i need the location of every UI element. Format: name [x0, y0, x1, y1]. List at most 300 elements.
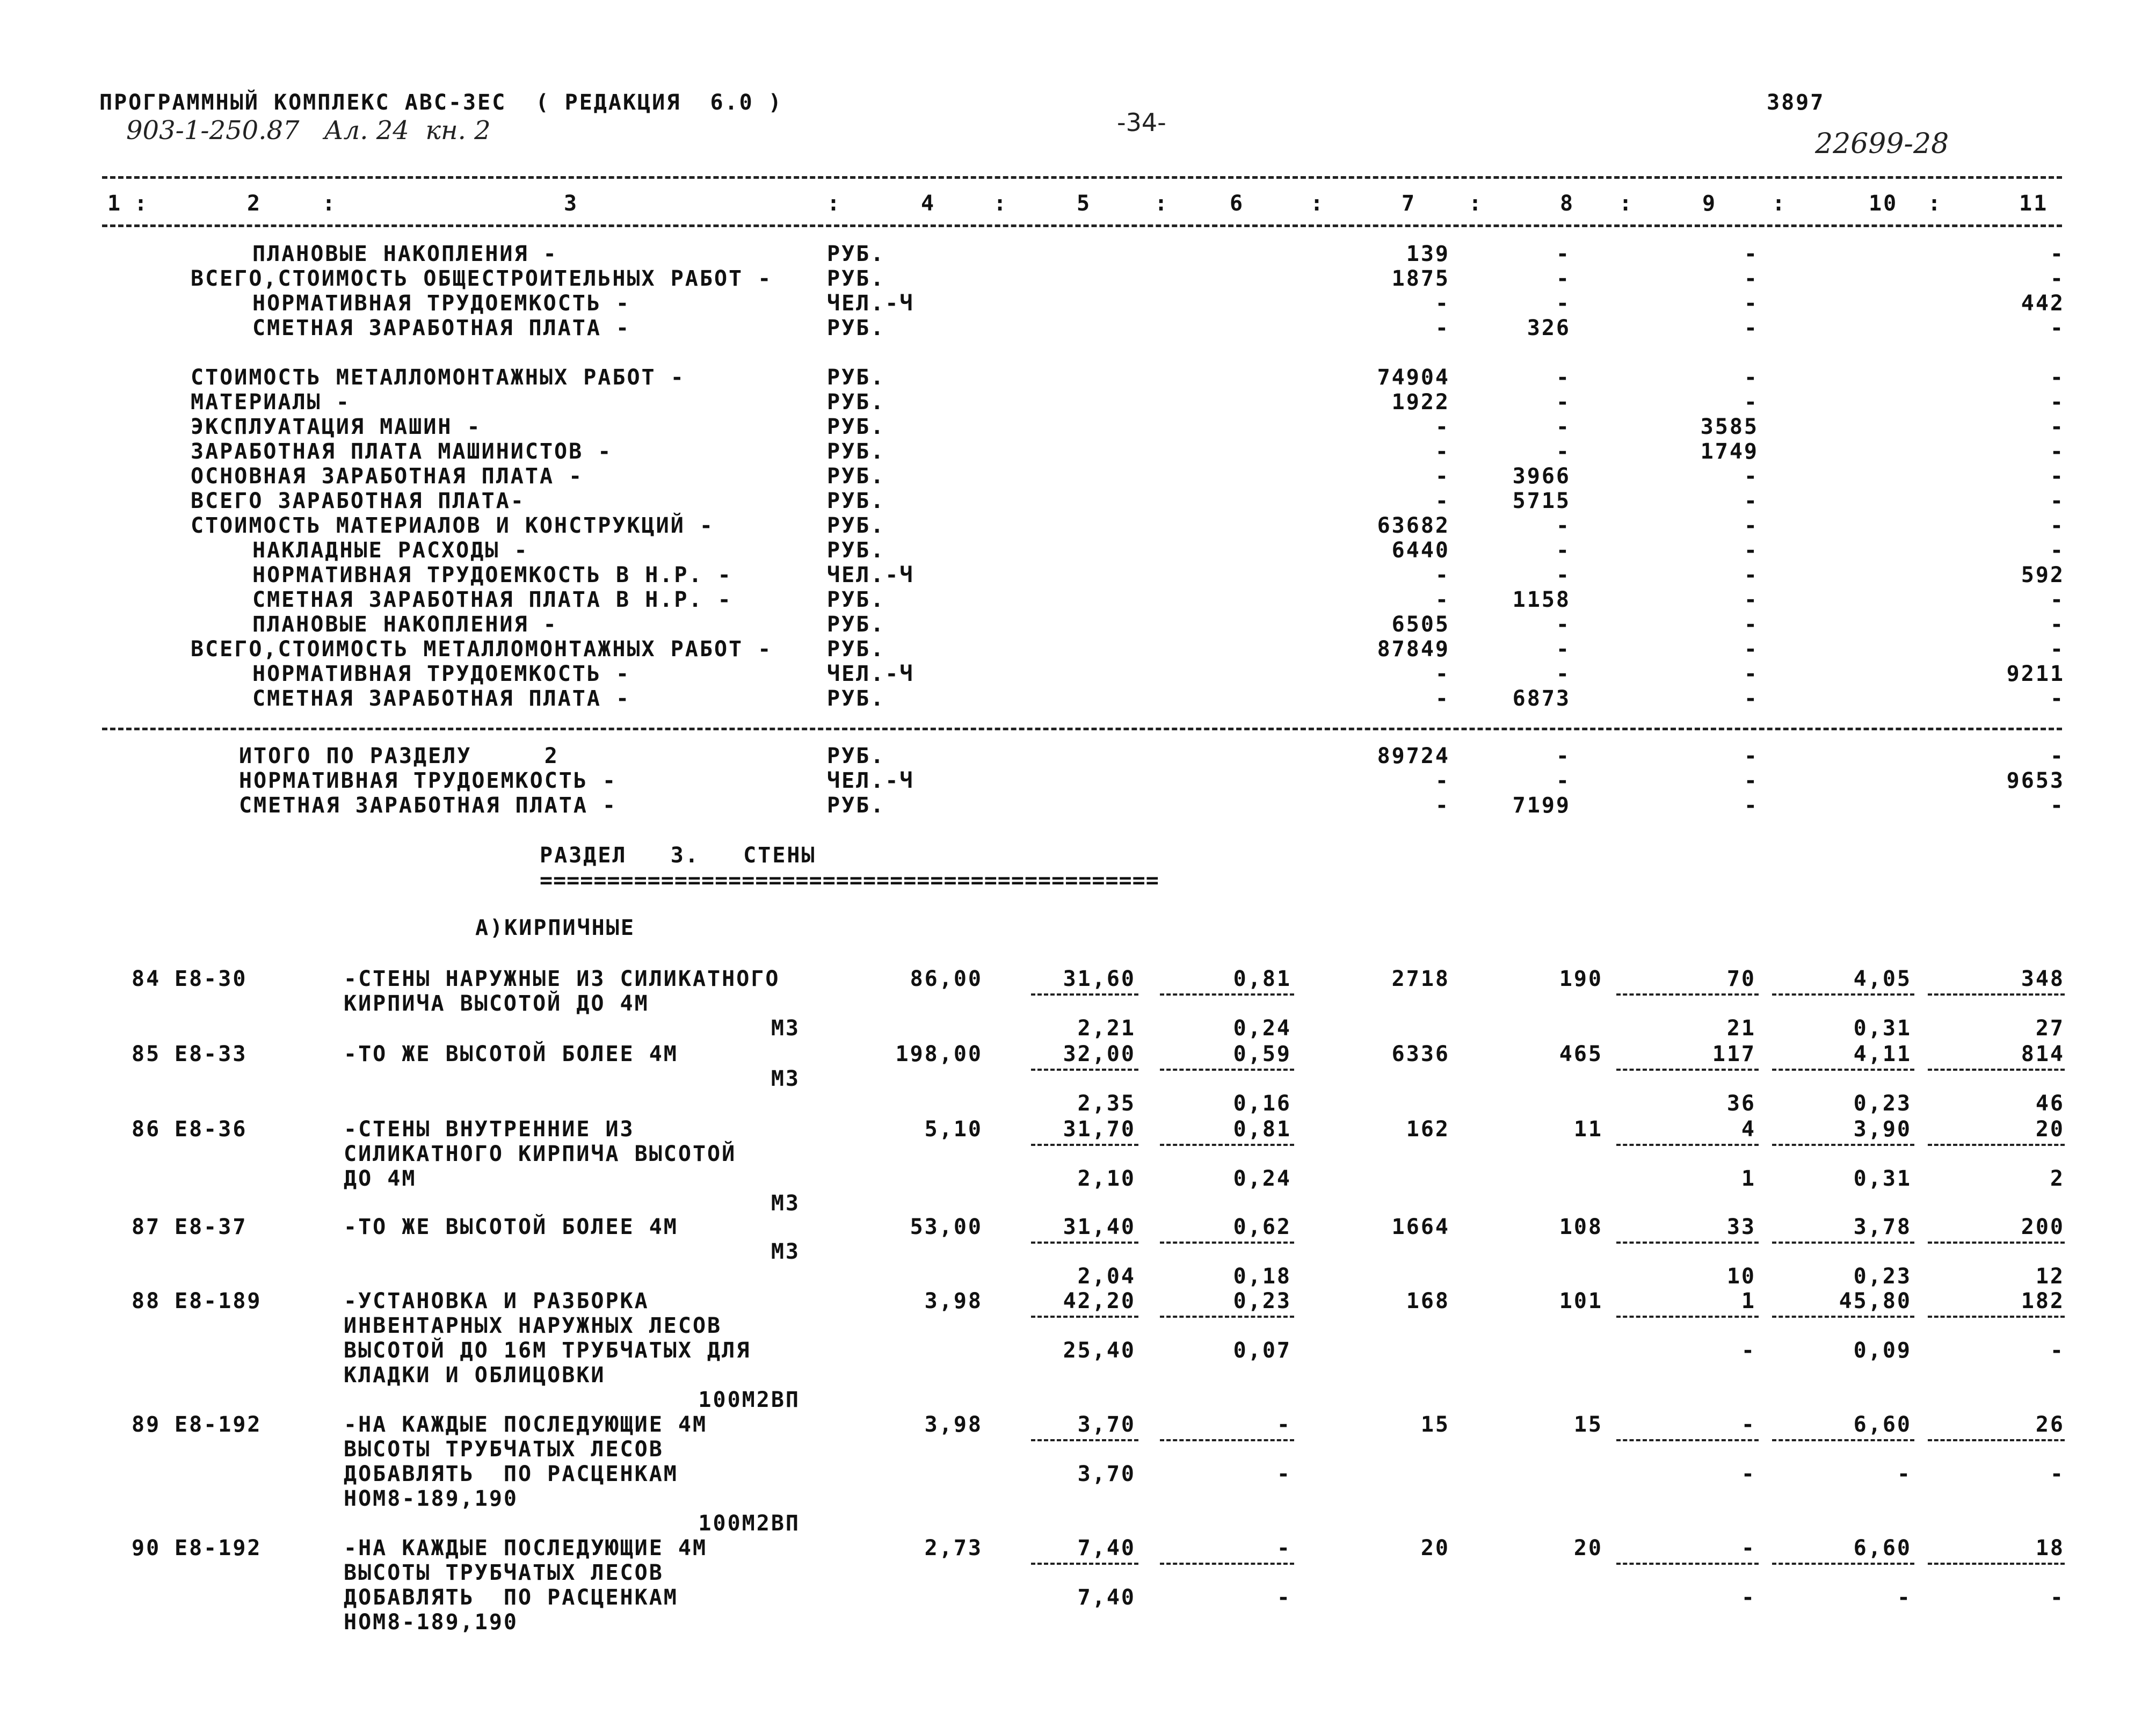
item-c10: 4,11 — [1853, 1042, 1912, 1066]
item-unit: 100М2ВП — [698, 1511, 800, 1536]
item-c9: - — [1741, 1536, 1756, 1560]
item-c4: 5,10 — [924, 1117, 983, 1142]
item-c9b: 36 — [1726, 1091, 1756, 1116]
item-c4: 3,98 — [924, 1412, 983, 1437]
item-c9: 117 — [1712, 1042, 1756, 1066]
item-c8: 190 — [1559, 967, 1603, 991]
total-row-unit: РУБ. — [827, 793, 885, 818]
item-c5: 7,40 — [1077, 1536, 1136, 1560]
item-description-line: ВЫСОТЫ ТРУБЧАТЫХ ЛЕСОВ — [344, 1437, 664, 1462]
summary-row-c9: - — [1744, 563, 1759, 587]
item-c4: 2,73 — [924, 1536, 983, 1560]
summary-row-c8: - — [1556, 365, 1571, 390]
item-c5: 31,60 — [1063, 967, 1136, 991]
subtotal-dash — [1160, 1563, 1294, 1565]
item-c10b: - — [1897, 1462, 1912, 1486]
subtotal-dash — [1616, 1069, 1759, 1071]
item-code: Е8-192 — [175, 1412, 262, 1437]
summary-row-c9: - — [1744, 365, 1759, 390]
item-c4: 53,00 — [910, 1215, 983, 1239]
item-description-line: ИНВЕНТАРНЫХ НАРУЖНЫХ ЛЕСОВ — [344, 1313, 722, 1338]
item-c7: 1664 — [1391, 1215, 1450, 1239]
summary-row-c8: 1158 — [1512, 587, 1571, 612]
item-c9b: - — [1741, 1338, 1756, 1363]
summary-row-c7: - — [1435, 662, 1450, 686]
column-header-9: 9 — [1702, 191, 1717, 216]
summary-row-c8: - — [1556, 662, 1571, 686]
subtotal-dash — [1928, 1439, 2065, 1441]
column-separator: : — [1928, 191, 1943, 216]
item-c10b: - — [1897, 1585, 1912, 1610]
item-c10b: 0,23 — [1853, 1264, 1912, 1289]
summary-row-unit: РУБ. — [827, 464, 885, 489]
column-header-3: 3 — [564, 191, 579, 216]
summary-row-c8: - — [1556, 291, 1571, 316]
item-number: 88 — [132, 1289, 161, 1313]
item-c11b: - — [2050, 1338, 2065, 1363]
item-c7: 2718 — [1391, 967, 1450, 991]
subtotal-dash — [1772, 1563, 1914, 1565]
program-title: ПРОГРАММНЫЙ КОМПЛЕКС АВС-3ЕС ( РЕДАКЦИЯ 6.0 ) — [99, 90, 783, 115]
item-code: Е8-33 — [175, 1042, 248, 1066]
summary-row-c9: - — [1744, 686, 1759, 711]
item-c9: - — [1741, 1412, 1756, 1437]
subtotal-dash — [1928, 993, 2065, 996]
summary-row-c11: - — [2050, 538, 2065, 563]
summary-row-c11: 9211 — [2006, 662, 2065, 686]
column-header-8: 8 — [1560, 191, 1575, 216]
item-c5: 3,70 — [1077, 1412, 1136, 1437]
summary-row-label: ЗАРАБОТНАЯ ПЛАТА МАШИНИСТОВ - — [191, 439, 613, 464]
item-description-line: ДОБАВЛЯТЬ ПО РАСЦЕНКАМ — [344, 1462, 678, 1486]
subtotal-dash — [1160, 1316, 1294, 1318]
doc-code: 3897 — [1767, 90, 1825, 115]
summary-row-c7: - — [1435, 439, 1450, 464]
item-c4: 198,00 — [895, 1042, 983, 1066]
subtotal-dash — [1772, 993, 1914, 996]
summary-row-c7: 6505 — [1391, 612, 1450, 637]
summary-row-unit: РУБ. — [827, 587, 885, 612]
item-description-line: ДО 4М — [344, 1166, 417, 1191]
summary-row-unit: РУБ. — [827, 637, 885, 662]
summary-row-c8: - — [1556, 563, 1571, 587]
summary-row-c7: 1922 — [1391, 390, 1450, 415]
summary-row-c9: - — [1744, 291, 1759, 316]
summary-row-label: СТОИМОСТЬ МЕТАЛЛОМОНТАЖНЫХ РАБОТ - — [191, 365, 685, 390]
summary-row-c7: 1875 — [1391, 266, 1450, 291]
subtotal-dash — [1928, 1242, 2065, 1244]
summary-row-c9: 1749 — [1700, 439, 1759, 464]
subtotal-dash — [1160, 993, 1294, 996]
summary-row-label: СМЕТНАЯ ЗАРАБОТНАЯ ПЛАТА В Н.Р. - — [252, 587, 732, 612]
summary-row-c11: - — [2050, 513, 2065, 538]
item-c11: 814 — [2021, 1042, 2065, 1066]
item-c7: 162 — [1406, 1117, 1450, 1142]
item-description-line: -ТО ЖЕ ВЫСОТОЙ БОЛЕЕ 4М — [344, 1042, 678, 1066]
summary-row-c7: 63682 — [1377, 513, 1450, 538]
item-c5b: 2,04 — [1077, 1264, 1136, 1289]
summary-row-c8: 6873 — [1512, 686, 1571, 711]
summary-row-c11: - — [2050, 316, 2065, 340]
summary-row-c9: - — [1744, 242, 1759, 266]
item-c9: 4 — [1741, 1117, 1756, 1142]
summary-row-c8: 326 — [1527, 316, 1571, 340]
subtotal-dash — [1616, 1144, 1759, 1146]
column-header-2: 2 — [247, 191, 262, 216]
item-unit: М3 — [771, 1066, 800, 1091]
item-c6: 0,62 — [1233, 1215, 1291, 1239]
summary-row-label: СМЕТНАЯ ЗАРАБОТНАЯ ПЛАТА - — [252, 686, 631, 711]
total-row-c7: - — [1435, 793, 1450, 818]
item-c11b: 12 — [2035, 1264, 2065, 1289]
column-separator: : — [1155, 191, 1170, 216]
summary-row-c11: - — [2050, 415, 2065, 439]
column-header-10: 10 — [1869, 191, 1898, 216]
item-c6b: 0,18 — [1233, 1264, 1291, 1289]
summary-row-c11: - — [2050, 587, 2065, 612]
subtotal-dash — [1928, 1316, 2065, 1318]
summary-row-unit: РУБ. — [827, 365, 885, 390]
summary-row-c7: 87849 — [1377, 637, 1450, 662]
summary-row-c7: - — [1435, 464, 1450, 489]
item-description-line: -НА КАЖДЫЕ ПОСЛЕДУЮЩИЕ 4М — [344, 1536, 708, 1560]
item-c11: 200 — [2021, 1215, 2065, 1239]
summary-row-label: НОРМАТИВНАЯ ТРУДОЕМКОСТЬ - — [252, 662, 631, 686]
rule-top — [102, 176, 2062, 179]
item-c10: 6,60 — [1853, 1412, 1912, 1437]
item-c8: 20 — [1573, 1536, 1603, 1560]
summary-row-label: НОРМАТИВНАЯ ТРУДОЕМКОСТЬ - — [252, 291, 631, 316]
section-subtitle: А)КИРПИЧНЫЕ — [475, 916, 635, 940]
summary-row-c7: - — [1435, 587, 1450, 612]
column-separator: : — [1619, 191, 1634, 216]
subtotal-dash — [1616, 1563, 1759, 1565]
item-c7: 20 — [1420, 1536, 1450, 1560]
column-header-4: 4 — [921, 191, 936, 216]
summary-row-unit: РУБ. — [827, 242, 885, 266]
item-unit: 100М2ВП — [698, 1388, 800, 1412]
handwritten-doc-ref: 903-1-250.87 Ал. 24 кн. 2 — [126, 115, 491, 146]
summary-row-c11: - — [2050, 242, 2065, 266]
summary-row-c9: - — [1744, 538, 1759, 563]
item-c7: 168 — [1406, 1289, 1450, 1313]
item-description-line: -ТО ЖЕ ВЫСОТОЙ БОЛЕЕ 4М — [344, 1215, 678, 1239]
item-c9b: 21 — [1726, 1016, 1756, 1041]
summary-row-c11: - — [2050, 439, 2065, 464]
item-unit: М3 — [771, 1239, 800, 1264]
item-c9: 70 — [1726, 967, 1756, 991]
item-description-line: КИРПИЧА ВЫСОТОЙ ДО 4М — [344, 991, 649, 1016]
item-description-line: ВЫСОТЫ ТРУБЧАТЫХ ЛЕСОВ — [344, 1560, 664, 1585]
summary-row-c8: - — [1556, 513, 1571, 538]
summary-row-c9: 3585 — [1700, 415, 1759, 439]
summary-row-c11: - — [2050, 637, 2065, 662]
item-c10: 4,05 — [1853, 967, 1912, 991]
total-row-c9: - — [1744, 744, 1759, 768]
column-header-6: 6 — [1230, 191, 1245, 216]
item-c7: 6336 — [1391, 1042, 1450, 1066]
item-number: 86 — [132, 1117, 161, 1142]
item-c10b: 0,31 — [1853, 1016, 1912, 1041]
summary-row-unit: ЧЕЛ.-Ч — [827, 563, 914, 587]
item-c11b: 46 — [2035, 1091, 2065, 1116]
summary-row-c9: - — [1744, 464, 1759, 489]
summary-row-c7: - — [1435, 415, 1450, 439]
item-c5b: 3,70 — [1077, 1462, 1136, 1486]
item-c5b: 2,21 — [1077, 1016, 1136, 1041]
item-c10b: 0,31 — [1853, 1166, 1912, 1191]
subtotal-dash — [1772, 1242, 1914, 1244]
item-c6: - — [1276, 1412, 1291, 1437]
item-c9b: 10 — [1726, 1264, 1756, 1289]
item-c6: 0,81 — [1233, 1117, 1291, 1142]
total-row-label: НОРМАТИВНАЯ ТРУДОЕМКОСТЬ - — [239, 768, 618, 793]
summary-row-c9: - — [1744, 390, 1759, 415]
item-c9b: - — [1741, 1462, 1756, 1486]
item-c4: 3,98 — [924, 1289, 983, 1313]
item-c9: 33 — [1726, 1215, 1756, 1239]
summary-row-c8: - — [1556, 242, 1571, 266]
item-code: Е8-192 — [175, 1536, 262, 1560]
item-c11b: 2 — [2050, 1166, 2065, 1191]
subtotal-dash — [1772, 1439, 1914, 1441]
subtotal-dash — [1772, 1316, 1914, 1318]
total-row-c11: - — [2050, 744, 2065, 768]
summary-row-c11: - — [2050, 489, 2065, 513]
summary-row-label: ЭКСПЛУАТАЦИЯ МАШИН - — [191, 415, 482, 439]
item-c6: 0,81 — [1233, 967, 1291, 991]
total-row-label: ИТОГО ПО РАЗДЕЛУ 2 — [239, 744, 559, 768]
summary-row-c11: - — [2050, 464, 2065, 489]
summary-row-unit: ЧЕЛ.-Ч — [827, 291, 914, 316]
column-header-11: 11 — [2019, 191, 2049, 216]
subtotal-dash — [1616, 993, 1759, 996]
summary-row-c7: - — [1435, 686, 1450, 711]
item-c5: 31,70 — [1063, 1117, 1136, 1142]
item-number: 87 — [132, 1215, 161, 1239]
item-c9b: - — [1741, 1585, 1756, 1610]
subtotal-dash — [1928, 1563, 2065, 1565]
summary-row-c8: - — [1556, 266, 1571, 291]
item-c8: 11 — [1573, 1117, 1603, 1142]
summary-row-unit: РУБ. — [827, 513, 885, 538]
item-c6b: - — [1276, 1462, 1291, 1486]
summary-row-unit: РУБ. — [827, 316, 885, 340]
total-row-c11: 9653 — [2006, 768, 2065, 793]
item-c10: 3,90 — [1853, 1117, 1912, 1142]
summary-row-c11: - — [2050, 266, 2065, 291]
subtotal-dash — [1772, 1144, 1914, 1146]
total-row-c7: - — [1435, 768, 1450, 793]
summary-row-c8: - — [1556, 390, 1571, 415]
subtotal-dash — [1160, 1242, 1294, 1244]
item-c9b: 1 — [1741, 1166, 1756, 1191]
summary-row-label: ВСЕГО,СТОИМОСТЬ ОБЩЕСТРОИТЕЛЬНЫХ РАБОТ - — [191, 266, 773, 291]
subtotal-dash — [1031, 993, 1138, 996]
section-title: РАЗДЕЛ 3. СТЕНЫ — [540, 843, 816, 868]
column-header-5: 5 — [1077, 191, 1092, 216]
item-c6: 0,23 — [1233, 1289, 1291, 1313]
summary-row-c9: - — [1744, 316, 1759, 340]
item-c10: 3,78 — [1853, 1215, 1912, 1239]
item-description-line: -СТЕНЫ ВНУТРЕННИЕ ИЗ — [344, 1117, 635, 1142]
item-c10b: 0,09 — [1853, 1338, 1912, 1363]
summary-row-unit: РУБ. — [827, 686, 885, 711]
item-c6b: 0,07 — [1233, 1338, 1291, 1363]
total-row-c9: - — [1744, 768, 1759, 793]
summary-row-c8: - — [1556, 612, 1571, 637]
item-number: 85 — [132, 1042, 161, 1066]
subtotal-dash — [1031, 1242, 1138, 1244]
column-separator: : — [134, 191, 149, 216]
item-c7: 15 — [1420, 1412, 1450, 1437]
summary-row-label: СМЕТНАЯ ЗАРАБОТНАЯ ПЛАТА - — [252, 316, 631, 340]
summary-row-unit: РУБ. — [827, 390, 885, 415]
summary-row-c7: - — [1435, 316, 1450, 340]
handwritten-code: 22699-28 — [1815, 128, 1949, 160]
item-c11: 182 — [2021, 1289, 2065, 1313]
subtotal-dash — [1160, 1144, 1294, 1146]
subtotal-dash — [1160, 1069, 1294, 1071]
item-description-line: ВЫСОТОЙ ДО 16М ТРУБЧАТЫХ ДЛЯ — [344, 1338, 751, 1363]
column-separator: : — [1469, 191, 1484, 216]
item-c6: 0,59 — [1233, 1042, 1291, 1066]
summary-row-c7: - — [1435, 563, 1450, 587]
summary-row-c8: - — [1556, 538, 1571, 563]
item-unit: М3 — [771, 1191, 800, 1216]
item-c5: 32,00 — [1063, 1042, 1136, 1066]
item-c6b: 0,16 — [1233, 1091, 1291, 1116]
subtotal-dash — [1616, 1439, 1759, 1441]
summary-row-c9: - — [1744, 266, 1759, 291]
item-description-line: НОМ8-189,190 — [344, 1610, 518, 1635]
summary-row-c9: - — [1744, 637, 1759, 662]
total-row-c7: 89724 — [1377, 744, 1450, 768]
item-c9: 1 — [1741, 1289, 1756, 1313]
summary-row-label: ОСНОВНАЯ ЗАРАБОТНАЯ ПЛАТА - — [191, 464, 584, 489]
subtotal-dash — [1928, 1069, 2065, 1071]
summary-row-c9: - — [1744, 662, 1759, 686]
column-separator: : — [1772, 191, 1787, 216]
summary-row-unit: РУБ. — [827, 415, 885, 439]
item-c5: 42,20 — [1063, 1289, 1136, 1313]
item-c6: - — [1276, 1536, 1291, 1560]
rule-total — [102, 728, 2062, 730]
column-header-7: 7 — [1402, 191, 1417, 216]
subtotal-dash — [1772, 1069, 1914, 1071]
summary-row-label: ВСЕГО,СТОИМОСТЬ МЕТАЛЛОМОНТАЖНЫХ РАБОТ - — [191, 637, 773, 662]
item-code: Е8-189 — [175, 1289, 262, 1313]
item-number: 90 — [132, 1536, 161, 1560]
summary-row-label: ВСЕГО ЗАРАБОТНАЯ ПЛАТА- — [191, 489, 525, 513]
total-row-unit: РУБ. — [827, 744, 885, 768]
page-number: -34- — [1117, 108, 1166, 137]
item-c11b: 27 — [2035, 1016, 2065, 1041]
item-c6b: - — [1276, 1585, 1291, 1610]
item-c8: 101 — [1559, 1289, 1603, 1313]
summary-row-label: МАТЕРИАЛЫ - — [191, 390, 351, 415]
column-separator: : — [1310, 191, 1325, 216]
item-c6b: 0,24 — [1233, 1166, 1291, 1191]
total-row-c8: 7199 — [1512, 793, 1571, 818]
summary-row-c11: 442 — [2021, 291, 2065, 316]
subtotal-dash — [1160, 1439, 1294, 1441]
item-c8: 465 — [1559, 1042, 1603, 1066]
item-c10: 45,80 — [1839, 1289, 1912, 1313]
item-c11: 20 — [2035, 1117, 2065, 1142]
total-row-label: СМЕТНАЯ ЗАРАБОТНАЯ ПЛАТА - — [239, 793, 618, 818]
total-row-c11: - — [2050, 793, 2065, 818]
item-number: 84 — [132, 967, 161, 991]
item-c5b: 25,40 — [1063, 1338, 1136, 1363]
item-c11b: - — [2050, 1585, 2065, 1610]
summary-row-unit: РУБ. — [827, 489, 885, 513]
summary-row-c11: - — [2050, 686, 2065, 711]
column-separator: : — [993, 191, 1008, 216]
item-c10b: 0,23 — [1853, 1091, 1912, 1116]
item-number: 89 — [132, 1412, 161, 1437]
subtotal-dash — [1928, 1144, 2065, 1146]
subtotal-dash — [1031, 1316, 1138, 1318]
summary-row-c8: - — [1556, 415, 1571, 439]
subtotal-dash — [1616, 1242, 1759, 1244]
summary-row-c7: 139 — [1406, 242, 1450, 266]
column-header-1: 1 — [107, 191, 122, 216]
item-c11: 348 — [2021, 967, 2065, 991]
summary-row-c8: 5715 — [1512, 489, 1571, 513]
summary-row-c9: - — [1744, 513, 1759, 538]
item-c6b: 0,24 — [1233, 1016, 1291, 1041]
item-c5b: 7,40 — [1077, 1585, 1136, 1610]
summary-row-label: НОРМАТИВНАЯ ТРУДОЕМКОСТЬ В Н.Р. - — [252, 563, 732, 587]
summary-row-c9: - — [1744, 489, 1759, 513]
item-code: Е8-36 — [175, 1117, 248, 1142]
item-description-line: ДОБАВЛЯТЬ ПО РАСЦЕНКАМ — [344, 1585, 678, 1610]
item-description-line: СИЛИКАТНОГО КИРПИЧА ВЫСОТОЙ — [344, 1142, 737, 1166]
summary-row-label: ПЛАНОВЫЕ НАКОПЛЕНИЯ - — [252, 612, 558, 637]
total-row-c8: - — [1556, 768, 1571, 793]
item-description-line: -УСТАНОВКА И РАЗБОРКА — [344, 1289, 649, 1313]
summary-row-c11: 592 — [2021, 563, 2065, 587]
total-row-unit: ЧЕЛ.-Ч — [827, 768, 914, 793]
summary-row-c11: - — [2050, 390, 2065, 415]
summary-row-c7: 74904 — [1377, 365, 1450, 390]
summary-row-c8: - — [1556, 637, 1571, 662]
item-c4: 86,00 — [910, 967, 983, 991]
item-c11b: - — [2050, 1462, 2065, 1486]
item-unit: М3 — [771, 1016, 800, 1041]
total-row-c9: - — [1744, 793, 1759, 818]
subtotal-dash — [1031, 1439, 1138, 1441]
subtotal-dash — [1616, 1316, 1759, 1318]
item-c5b: 2,35 — [1077, 1091, 1136, 1116]
summary-row-unit: РУБ. — [827, 439, 885, 464]
item-c10: 6,60 — [1853, 1536, 1912, 1560]
item-c8: 108 — [1559, 1215, 1603, 1239]
item-c5b: 2,10 — [1077, 1166, 1136, 1191]
summary-row-unit: РУБ. — [827, 266, 885, 291]
summary-row-label: НАКЛАДНЫЕ РАСХОДЫ - — [252, 538, 529, 563]
total-row-c8: - — [1556, 744, 1571, 768]
summary-row-c11: - — [2050, 365, 2065, 390]
section-underline: ============================================== — [540, 868, 1159, 893]
summary-row-unit: РУБ. — [827, 538, 885, 563]
item-code: Е8-30 — [175, 967, 248, 991]
item-c11: 18 — [2035, 1536, 2065, 1560]
item-description-line: НОМ8-189,190 — [344, 1486, 518, 1511]
item-c8: 15 — [1573, 1412, 1603, 1437]
summary-row-c7: 6440 — [1391, 538, 1450, 563]
